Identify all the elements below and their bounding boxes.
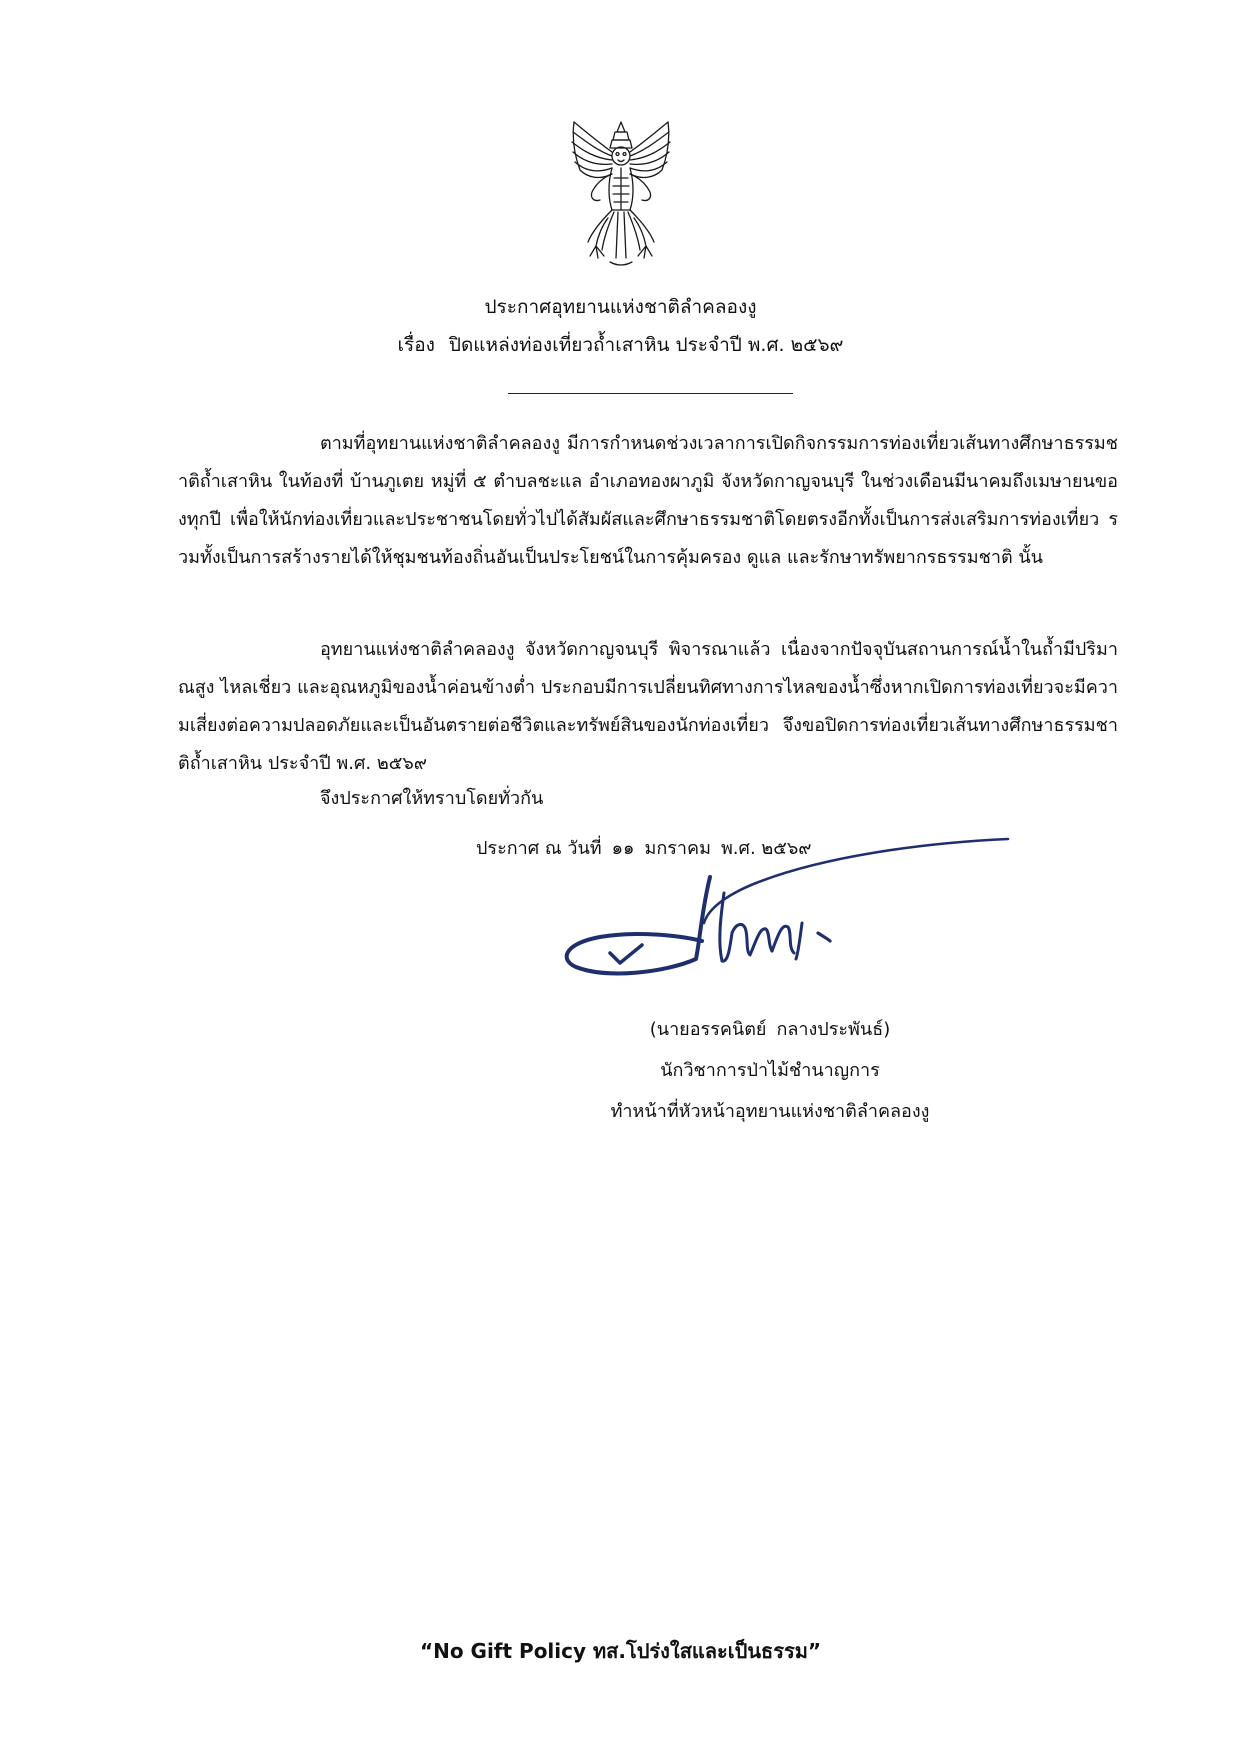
date-month: มกราคม <box>644 838 711 859</box>
subject-label: เรื่อง <box>397 334 435 356</box>
subject-text: ปิดแหล่งท่องเที่ยวถ้ำเสาหิน ประจำปี พ.ศ. ๒๕๖๙ <box>448 334 844 356</box>
no-gift-policy-footer: “No Gift Policy ทส.โปร่งใสและเป็นธรรม” <box>419 1639 822 1663</box>
date-day: ๑๑ <box>611 838 635 859</box>
garuda-emblem-icon <box>568 118 674 270</box>
signatory-acting-role: ทำหน้าที่หัวหน้าอุทยานแห่งชาติลำคลองงู <box>610 1101 930 1122</box>
subject-line <box>0 330 1241 360</box>
closing-line: จึงประกาศให้ทราบโดยทั่วกัน <box>320 788 544 809</box>
date-year: พ.ศ. ๒๕๖๙ <box>720 838 812 859</box>
announcement-title: ประกาศอุทยานแห่งชาติลำคลองงู <box>484 296 757 318</box>
body-paragraph-1: ตามที่อุทยานแห่งชาติลำคลองงู มีการกำหนดช่วงเวลาการเปิดกิจกรรมการท่องเที่ยวเส้นทางศึกษาธรรมชาติถ้ำเสาหิน ในท้องที่ บ้านภูเตย หมู่ที่ ๕ ตำบลชะแล อำเภอทองผาภูมิ จังหวัดกาญจนบุรี ในช่วงเดือนมีนาคมถึงเมษายนของทุกปี เพื่อให้นักท่องเที่ยวและประชาชนโดยทั่วไปได้สัมผัสและศึกษาธรรมชาติโดยตรงอีกทั้งเป็นการส่งเสริมการท่องเที่ยว รวมทั้งเป็นการสร้างรายได้ให้ชุมชนท้องถิ่นอันเป็นประโยชน์ในการคุ้มครอง ดูแล และรักษาทรัพยากรธรรมชาติ นั้น <box>178 433 1118 568</box>
signatory-name: (นายอรรคนิตย์ กลางประพันธ์) <box>649 1019 891 1040</box>
title-divider <box>508 393 793 394</box>
handwritten-signature <box>560 835 1020 1000</box>
signatory-position: นักวิชาการป่าไม้ชำนาญการ <box>660 1060 880 1081</box>
body-paragraph-2: อุทยานแห่งชาติลำคลองงู จังหวัดกาญจนบุรี พิจารณาแล้ว เนื่องจากปัจจุบันสถานการณ์น้ำในถ้ำมีปริมาณสูง ไหลเชี่ยว และอุณหภูมิของน้ำค่อนข้างต่ำ ประกอบมีการเปลี่ยนทิศทางการไหลของน้ำซึ่งหากเปิดการท่องเที่ยวจะมีความเสี่ยงต่อความปลอดภัยและเป็นอันตรายต่อชีวิตและทรัพย์สินของนักท่องเที่ยว จึงขอปิดการท่องเที่ยวเส้นทางศึกษาธรรมชาติถ้ำเสาหิน ประจำปี พ.ศ. ๒๕๖๙ <box>178 639 1118 774</box>
date-prefix: ประกาศ ณ วันที่ <box>476 838 602 859</box>
